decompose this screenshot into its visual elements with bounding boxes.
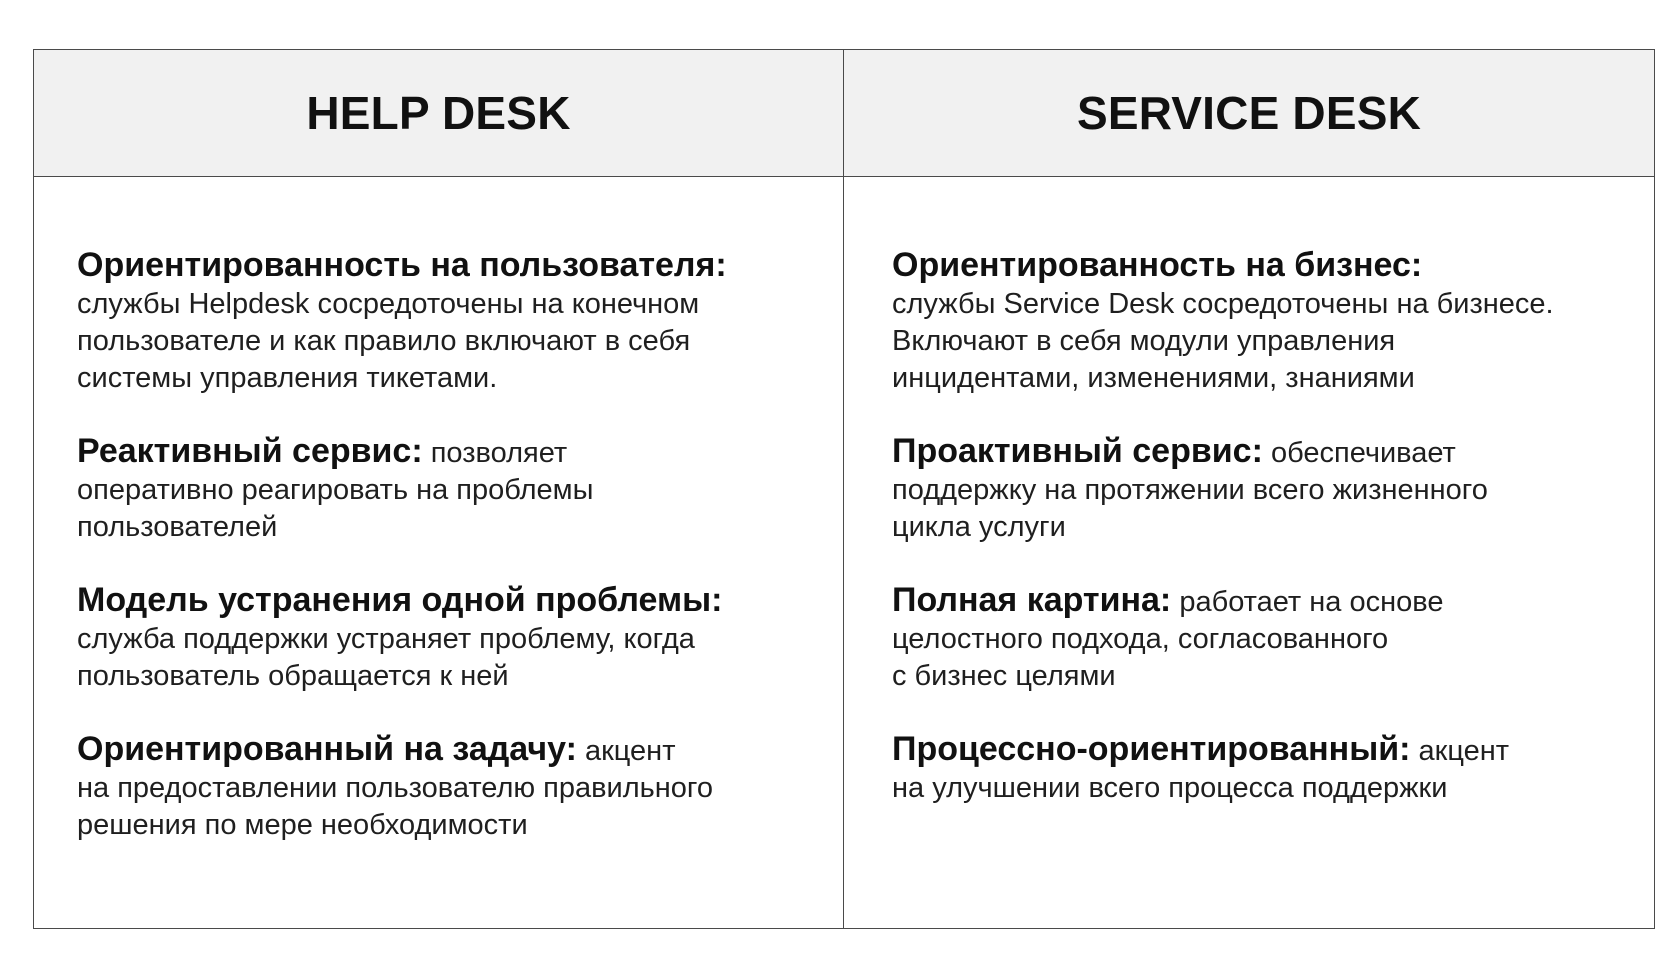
service-desk-item-proactive	[892, 433, 1624, 546]
help-desk-item-task-oriented	[77, 731, 813, 844]
item-term: Проактивный сервис:	[892, 432, 1263, 470]
item-text: акцент на предоставлении пользователю правильного решения по мере необходимости	[77, 735, 713, 841]
item-term: Полная картина:	[892, 581, 1172, 619]
help-desk-item-reactive	[77, 433, 813, 546]
item-text: обеспечивает поддержку на протяжении всего жизненного цикла услуги	[892, 437, 1488, 543]
service-desk-item-process-oriented	[892, 731, 1624, 807]
service-desk-header: SERVICE DESK	[844, 50, 1654, 177]
service-desk-item-full-picture	[892, 582, 1624, 695]
help-desk-column	[34, 177, 844, 928]
item-term: Модель устранения одной проблемы:	[77, 581, 723, 619]
service-desk-item-business-oriented	[892, 247, 1624, 397]
item-text: службы Service Desk сосредоточены на бизнесе. Включают в себя модули управления инцидентами, изменениями, знаниями	[892, 288, 1554, 394]
item-term: Ориентированность на бизнес:	[892, 246, 1423, 284]
item-term: Ориентированный на задачу:	[77, 730, 577, 768]
item-term: Реактивный сервис:	[77, 432, 423, 470]
item-term: Ориентированность на пользователя:	[77, 246, 727, 284]
item-text: служба поддержки устраняет проблему, когда пользователь обращается к ней	[77, 623, 695, 692]
item-text: акцент на улучшении всего процесса поддержки	[892, 735, 1510, 804]
item-text: позволяет оперативно реагировать на проблемы пользователей	[77, 437, 594, 543]
help-desk-header: HELP DESK	[34, 50, 844, 177]
item-text: службы Helpdesk сосредоточены на конечном пользователе и как правило включают в себя системы управления тикетами.	[77, 288, 700, 394]
item-text: работает на основе целостного подхода, согласованного с бизнес целями	[892, 586, 1444, 692]
help-desk-item-user-oriented	[77, 247, 813, 397]
service-desk-column	[844, 177, 1654, 928]
help-desk-item-single-problem	[77, 582, 813, 695]
item-term: Процессно-ориентированный:	[892, 730, 1411, 768]
comparison-table	[33, 49, 1655, 929]
